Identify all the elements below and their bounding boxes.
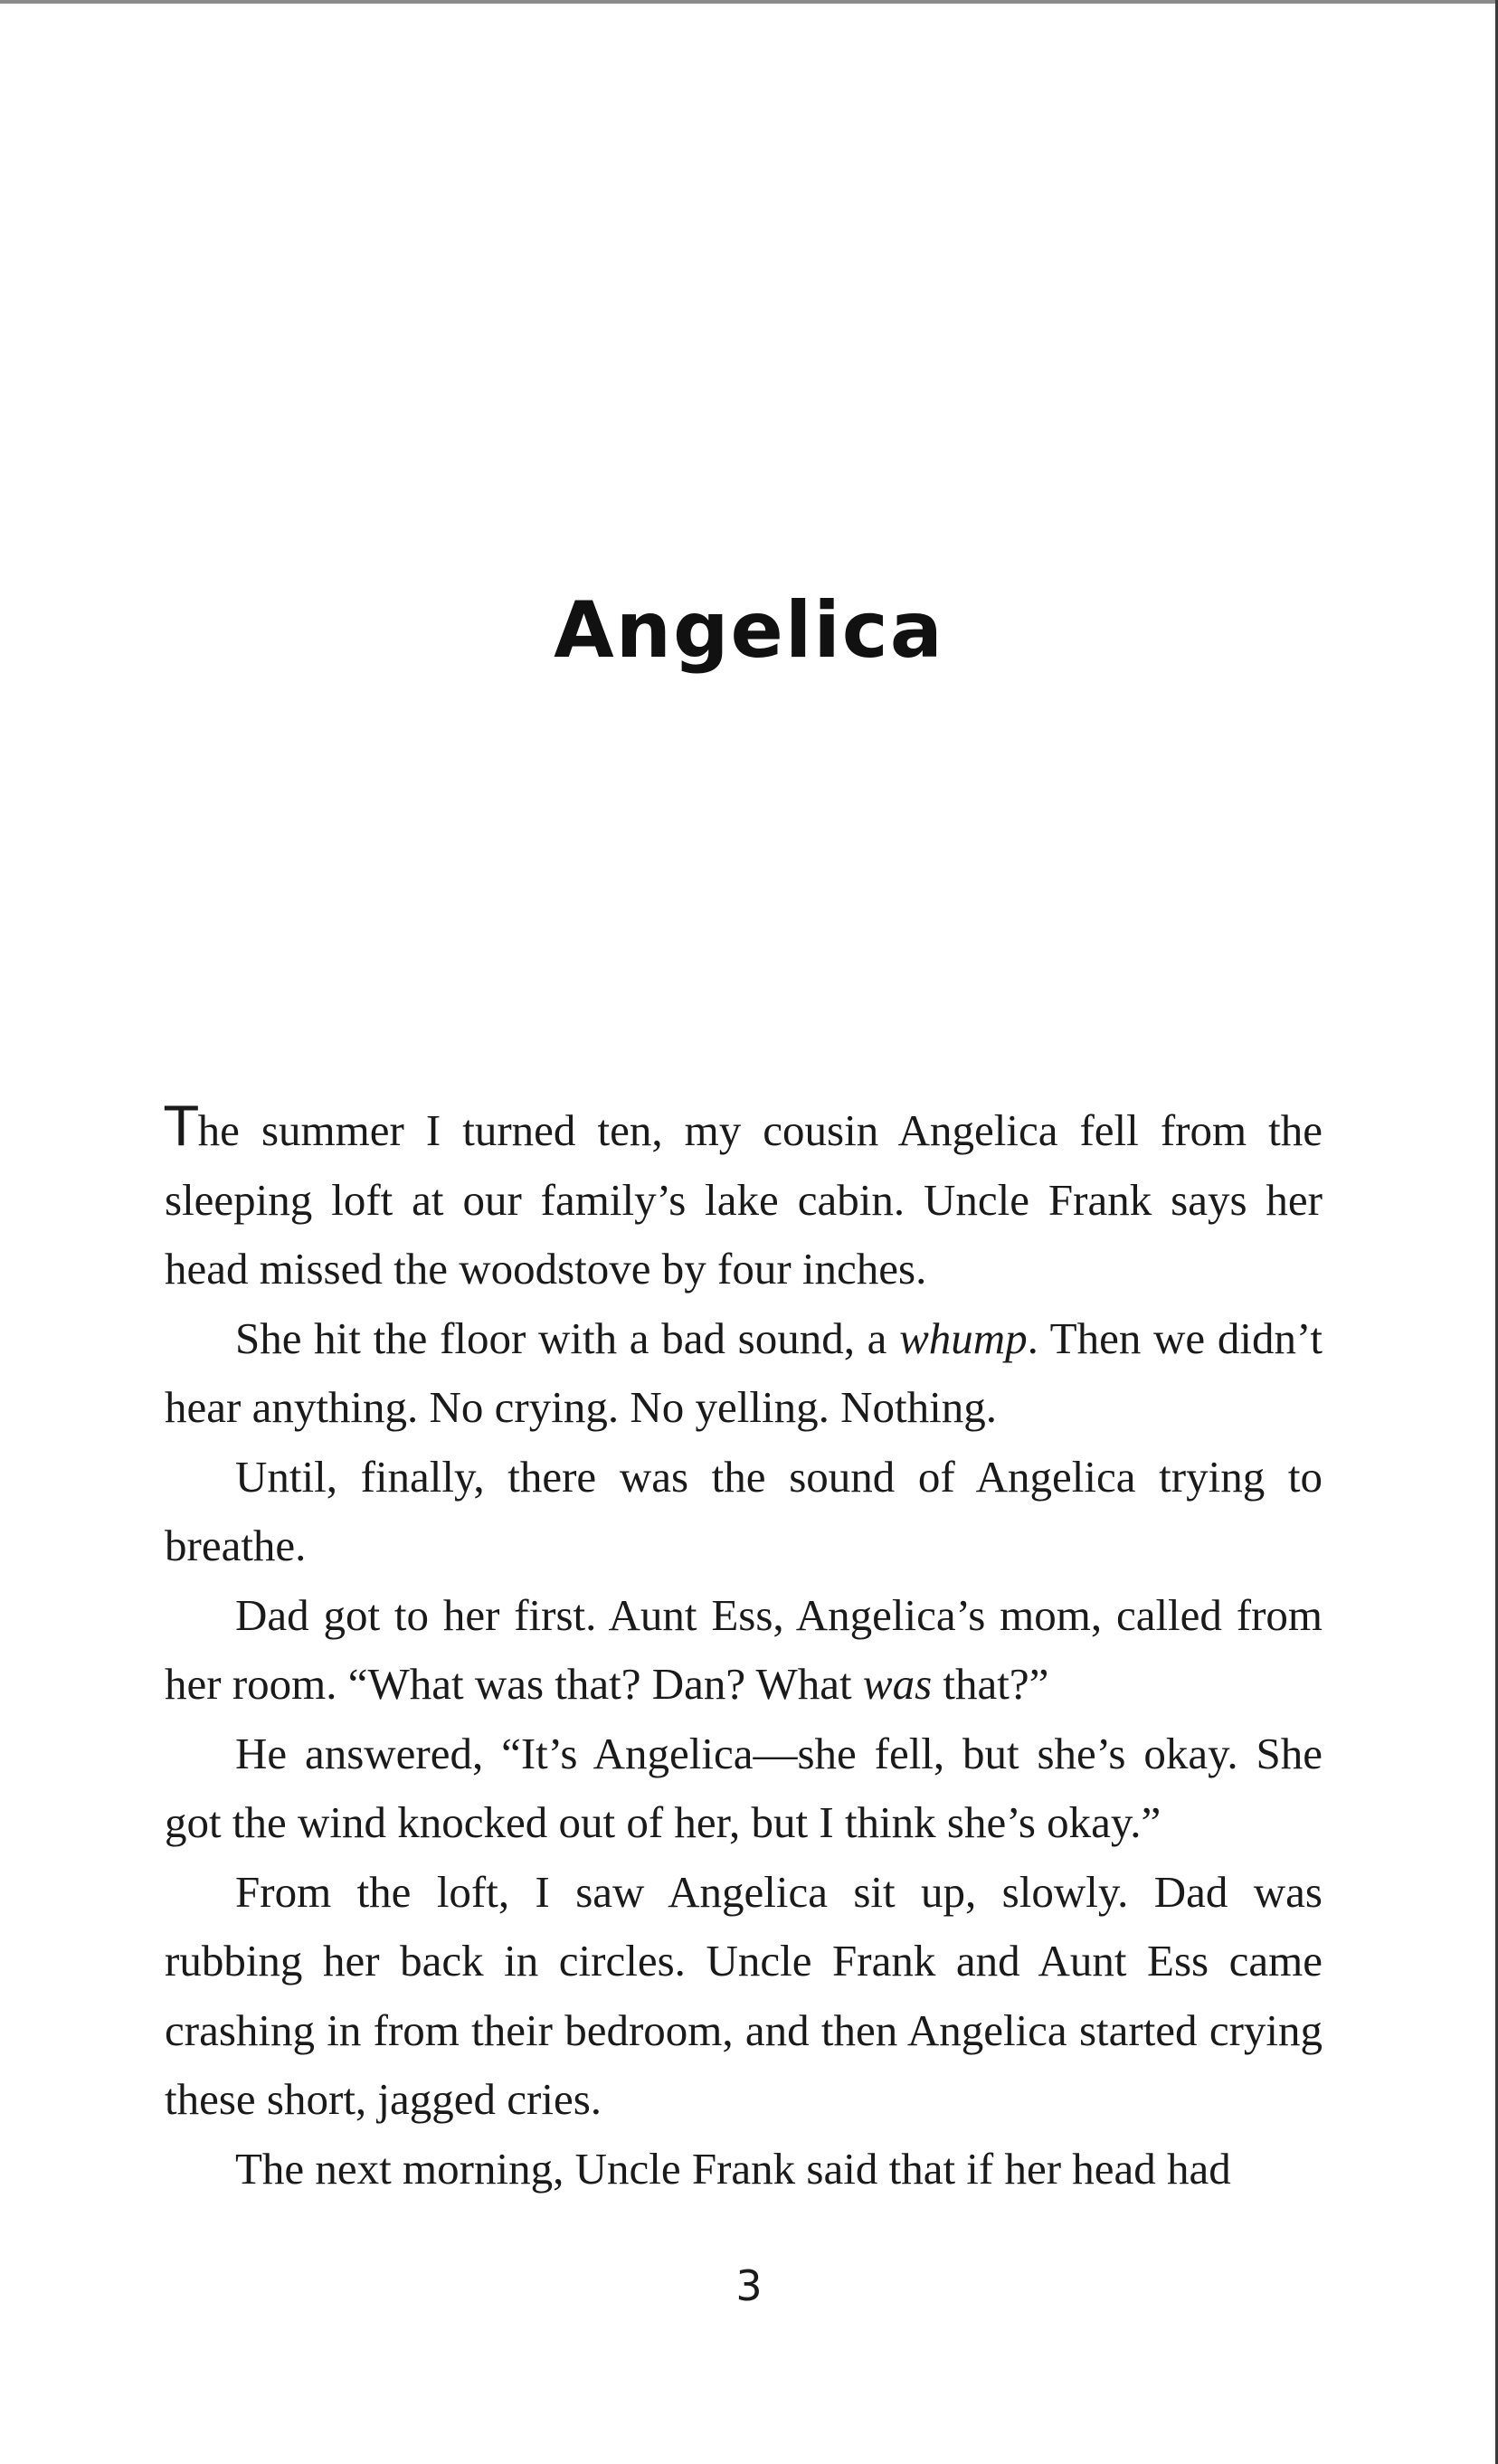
paragraph-1-text: he summer I turned ten, my cousin Angelica fell from the sleeping loft at our family’s lake cabin. Uncle Frank says her head missed the woodstove by four inches. [165, 1105, 1323, 1294]
paragraph-4 [165, 1581, 1323, 1720]
paragraph-2-before: She hit the floor with a bad sound, a [235, 1313, 900, 1363]
chapter-body [165, 1096, 1323, 2203]
paragraph-5: He answered, “It’s Angelica—she fell, but she’s okay. She got the wind knocked out of her, but I think she’s okay.” [165, 1728, 1323, 1847]
paragraph-4-emphasis: was [862, 1659, 933, 1709]
chapter-title: Angelica [554, 585, 944, 676]
paragraph-4-after: that?” [932, 1659, 1049, 1709]
paragraph-2 [165, 1304, 1323, 1443]
paragraph-7: The next morning, Uncle Frank said that if her head had [235, 2143, 1231, 2194]
top-edge-rule [0, 0, 1498, 4]
paragraph-1 [165, 1096, 1323, 1304]
paragraph-3: Until, finally, there was the sound of Angelica trying to breathe. [165, 1451, 1323, 1570]
page-number: 3 [735, 2261, 763, 2310]
drop-cap: T [165, 1095, 198, 1159]
paragraph-2-emphasis: whump [899, 1313, 1028, 1363]
paragraph-6: From the loft, I saw Angelica sit up, slowly. Dad was rubbing her back in circles. Uncle Frank and Aunt Ess came crashing in from their bedroom, and then Angelica started crying these short, jagged cries. [165, 1866, 1323, 2124]
paragraph-2-after: . Then we didn’t hear anything. No crying. No yelling. Nothing. [165, 1313, 1323, 1432]
paragraph-4-before: Dad got to her first. Aunt Ess, Angelica’s mom, called from her room. “What was that? Dan? What [165, 1589, 1323, 1709]
